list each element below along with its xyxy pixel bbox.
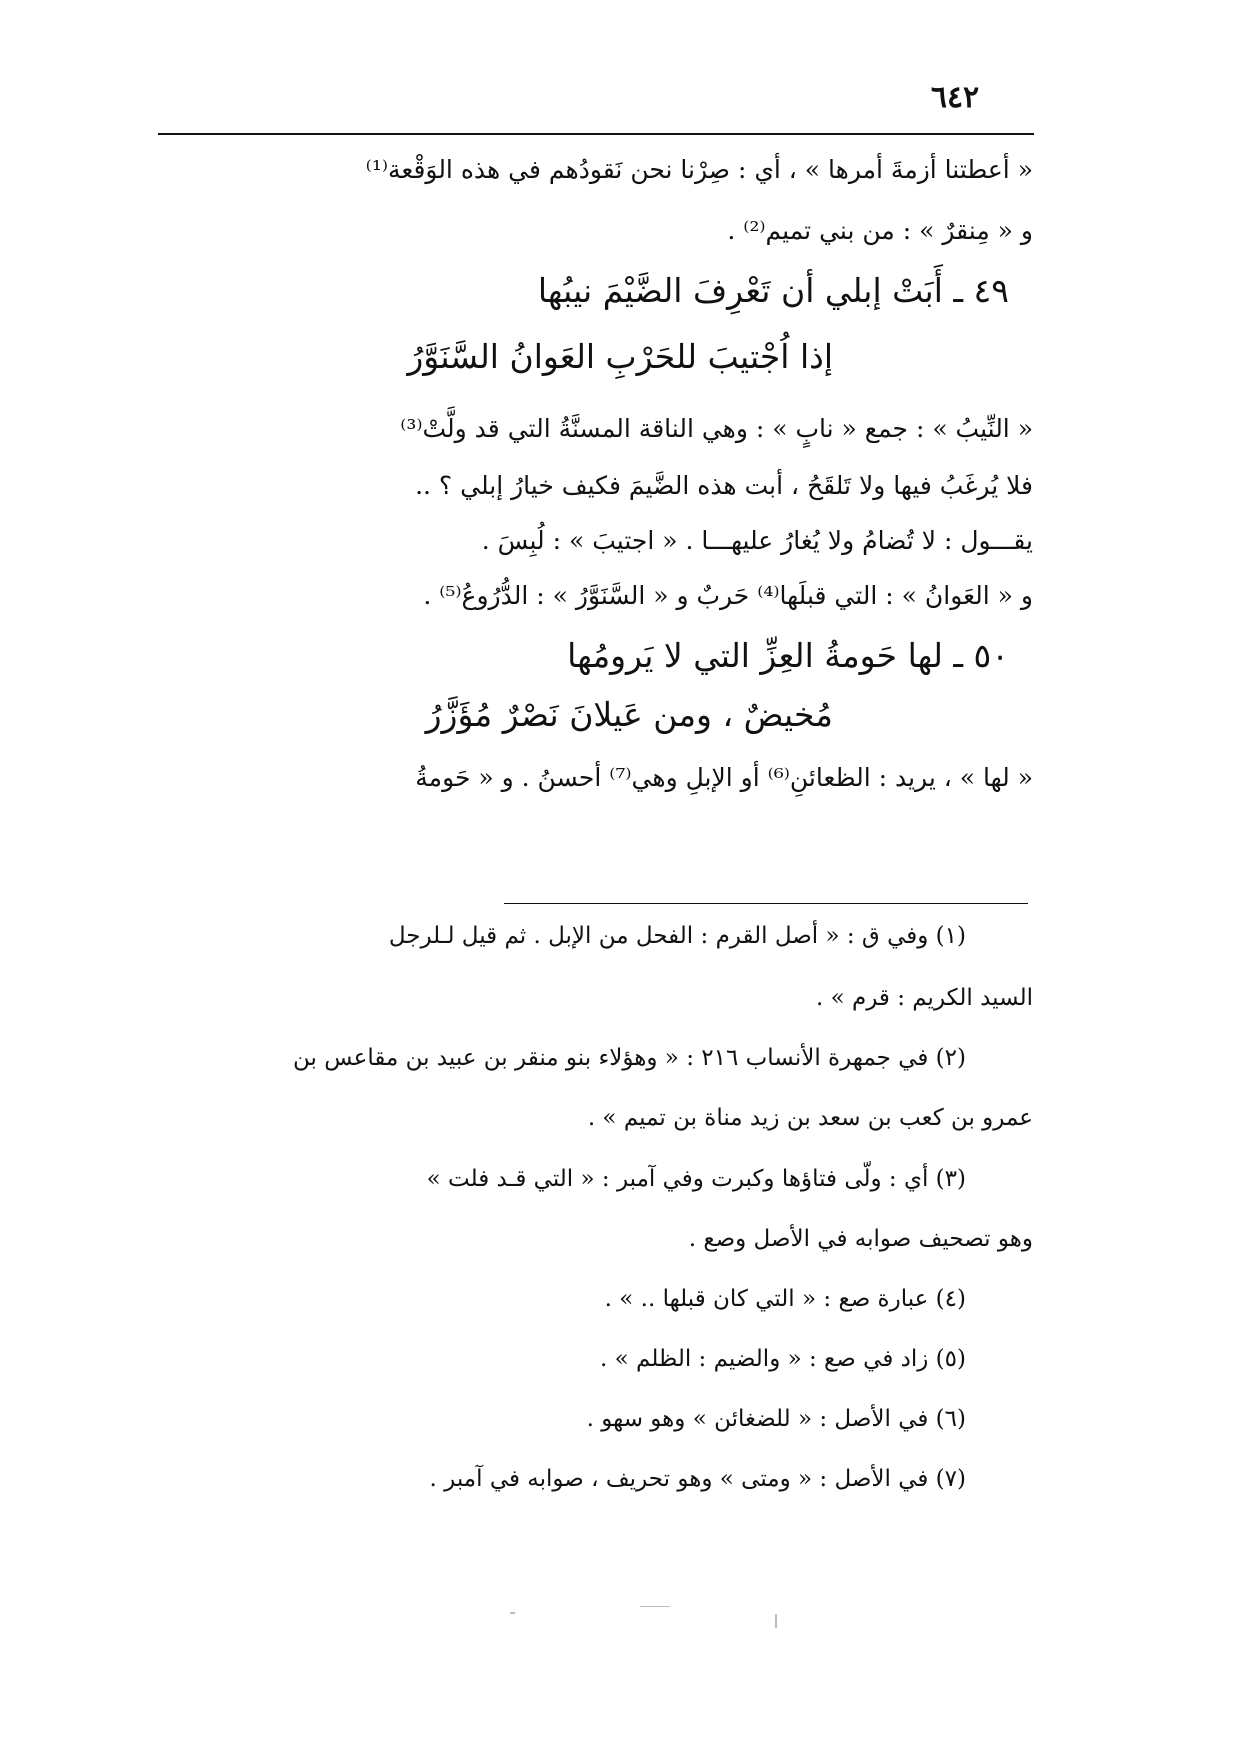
footnote-line: (٦) في الأصل : « للضغائن » وهو سهو .	[586, 1406, 966, 1432]
footnote-line: وهو تصحيف صوابه في الأصل وصع .	[688, 1226, 1033, 1252]
commentary-line: « لها » ، يريد : الظعائنِ⁽⁶⁾ أو الإبلِ وهي⁽⁷⁾ أحسنُ . و « حَومةُ	[415, 763, 1033, 792]
verse-50-second-hemistich: مُخيضٌ ، ومن عَيلانَ نَصْرٌ مُؤَزَّرُ	[425, 695, 833, 734]
footnote-line: السيد الكريم : قرم » .	[815, 985, 1033, 1011]
footnote-line: (٣) أي : ولّى فتاؤها وكبرت وفي آمبر : « التي قـد فلت »	[426, 1166, 966, 1192]
commentary-line: « النِّيبُ » : جمع « نابٍ » : وهي الناقة المسنَّةُ التي قد ولَّتْ⁽³⁾	[400, 414, 1033, 443]
commentary-line: فلا يُرغَبُ فيها ولا تَلقَحُ ، أبت هذه الضَّيمَ فكيف خيارُ إبلي ؟ ..	[415, 471, 1033, 500]
footnote-line: (١) وفي ق : « أصل القرم : الفحل من الإبل . ثم قيل لـلرجل	[388, 923, 966, 949]
commentary-line: و « العَوانُ » : التي قبلَها⁽⁴⁾ حَربٌ و « السَّنَوَّرُ » : الدُّرُوعُ⁽⁵⁾ .	[423, 581, 1033, 610]
footnote-line: (٤) عبارة صع : « التي كان قبلها .. » .	[604, 1286, 966, 1312]
footnote-rule	[504, 903, 1028, 904]
page-number: ٦٤٢	[930, 80, 980, 115]
footnote-line: (٧) في الأصل : « ومتى » وهو تحريف ، صوابه في آمبر .	[429, 1466, 966, 1492]
footnote-line: (٥) زاد في صع : « والضيم : الظلم » .	[600, 1346, 966, 1372]
body-line: « أعطتنا أزمةَ أمرها » ، أي : صِرْنا نحن نَقودُهم في هذه الوَقْعة⁽¹⁾	[365, 155, 1033, 184]
commentary-line: يقـــول : لا تُضامُ ولا يُغارُ عليهـــا . « اجتيبَ » : لُبِسَ .	[481, 526, 1033, 555]
verse-49-first-hemistich: ٤٩ ـ أَبَتْ إبلي أن تَعْرِفَ الضَّيْمَ نيبُها	[537, 271, 1009, 310]
scan-speck	[775, 1614, 777, 1628]
scan-speck	[510, 1612, 515, 1614]
scan-speck	[640, 1606, 670, 1607]
footnote-line: (٢) في جمهرة الأنساب ٢١٦ : « وهؤلاء بنو منقر بن عبيد بن مقاعس بن	[293, 1045, 966, 1071]
verse-49-second-hemistich: إذا اُجْتيبَ للحَرْبِ العَوانُ السَّنَوَّرُ	[407, 337, 833, 376]
header-rule	[158, 133, 1034, 135]
verse-50-first-hemistich: ٥٠ ـ لها حَومةُ العِزِّ التي لا يَرومُها	[567, 636, 1009, 675]
body-line: و « مِنقرٌ » : من بني تميم⁽²⁾ .	[727, 216, 1033, 245]
footnote-line: عمرو بن كعب بن سعد بن زيد مناة بن تميم » .	[587, 1105, 1033, 1131]
